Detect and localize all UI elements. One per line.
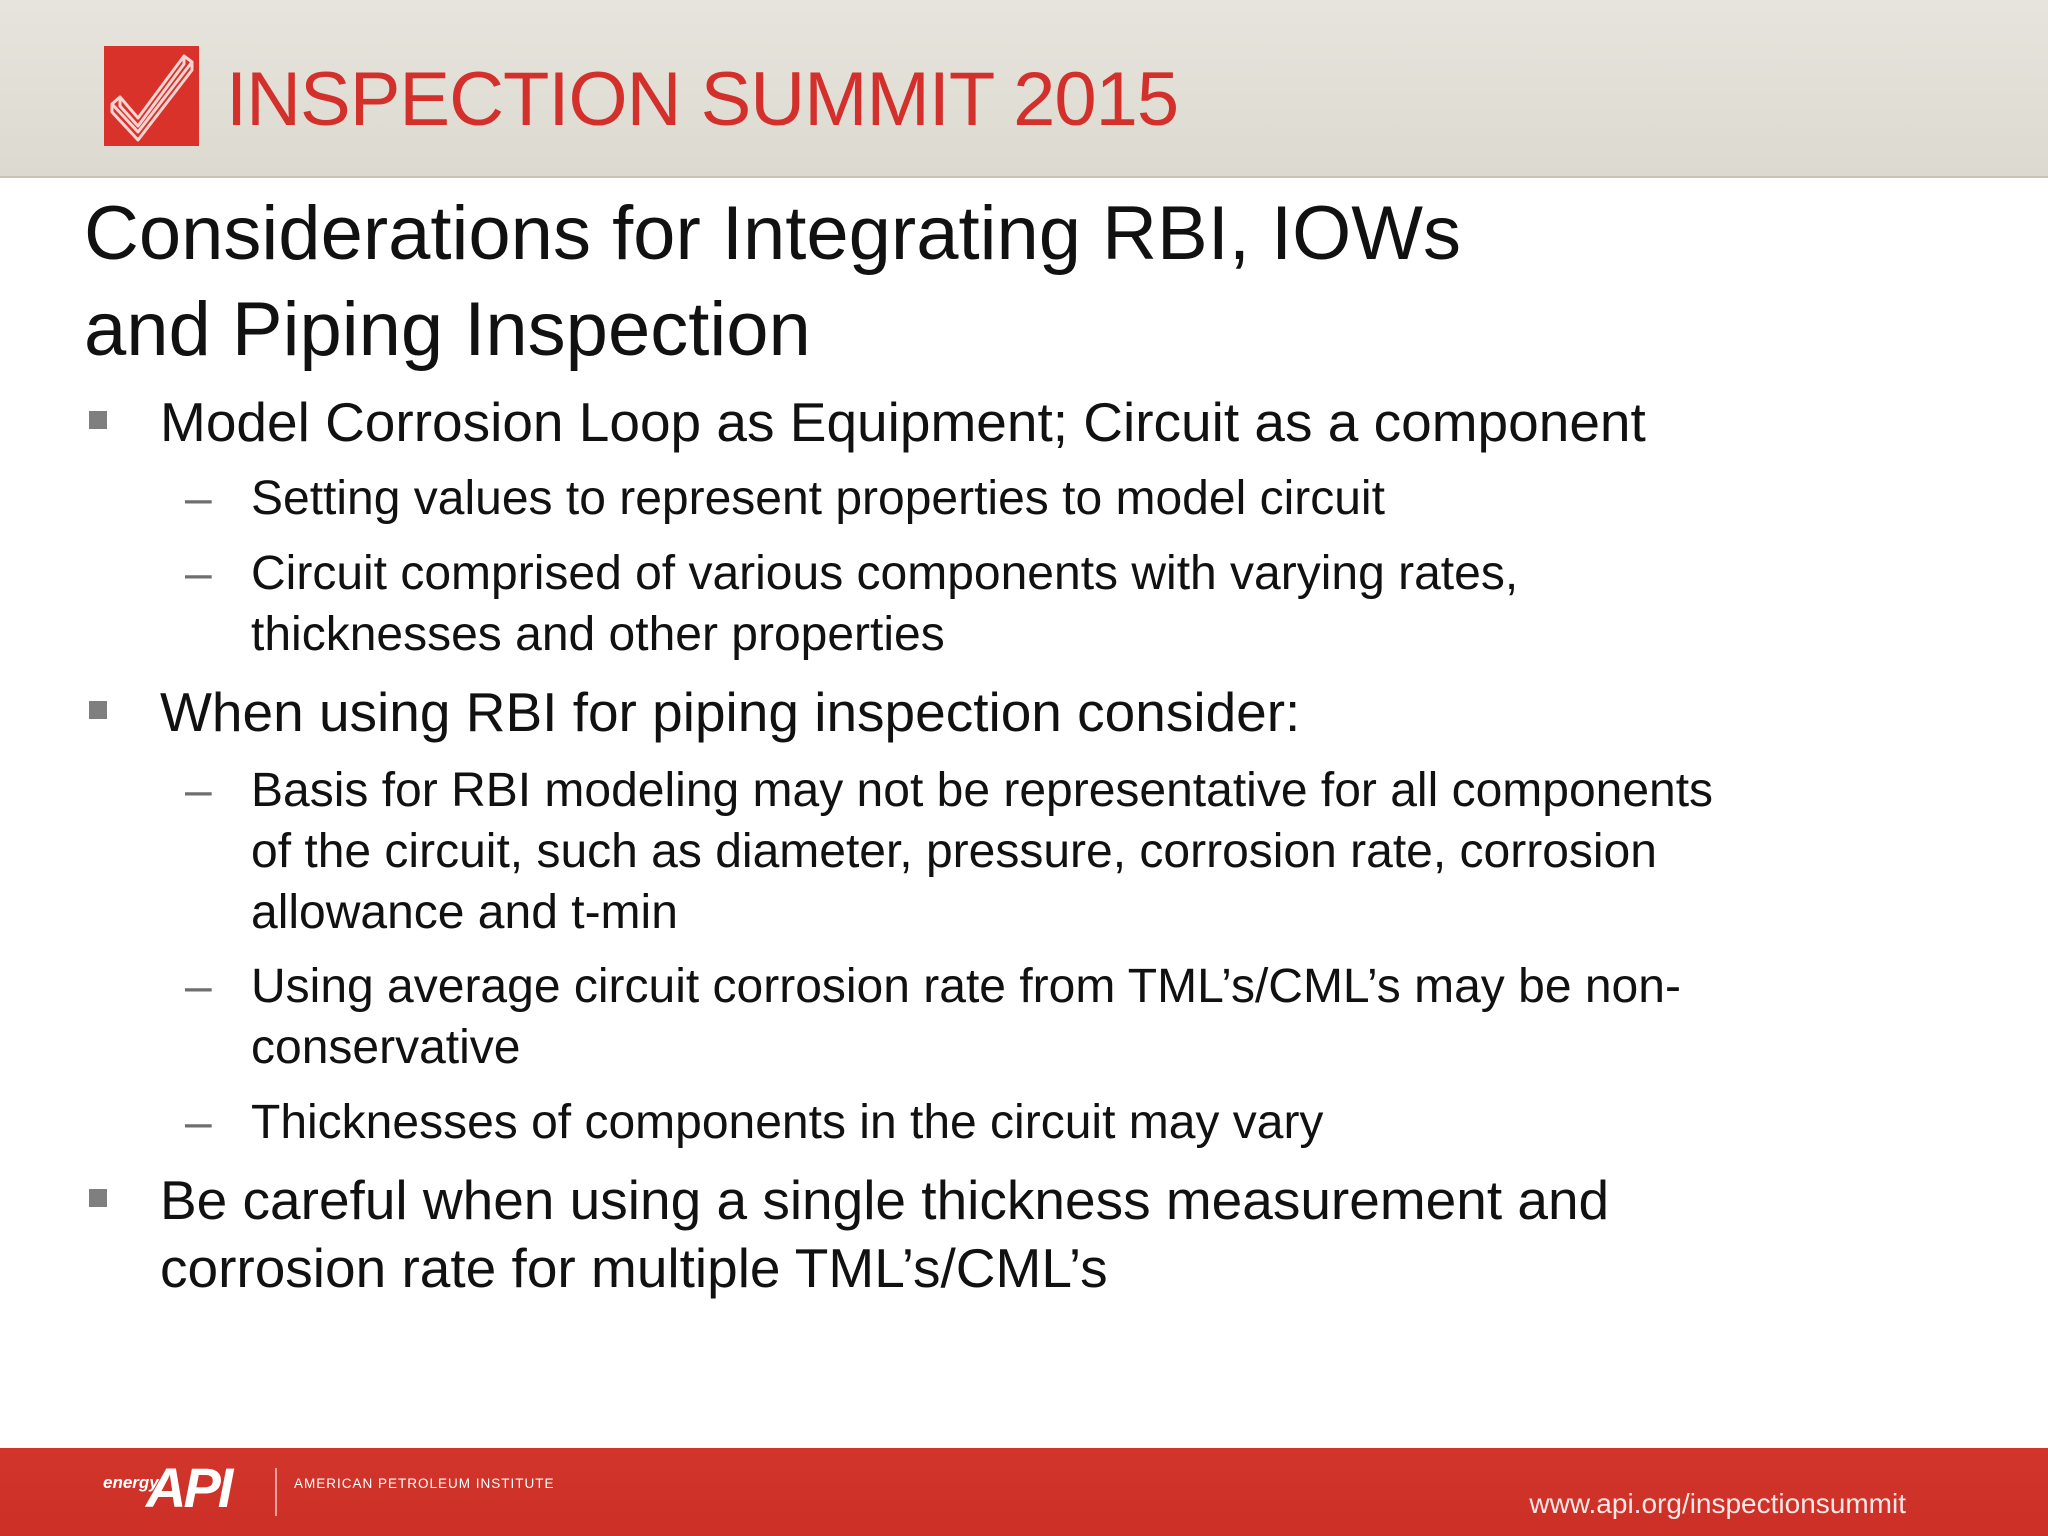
sub-bullet-text: Thicknesses of components in the circuit may vary — [251, 1096, 1324, 1149]
square-bullet-icon — [89, 1189, 107, 1207]
header-band — [0, 0, 2048, 178]
sub-bullet-text: conservative — [251, 1021, 521, 1074]
dash-icon: – — [185, 1096, 212, 1149]
square-bullet-icon — [89, 701, 107, 719]
slide-title-line: and Piping Inspection — [84, 287, 811, 372]
sub-bullet-item — [185, 1092, 1324, 1153]
square-bullet-icon — [89, 411, 107, 429]
sub-bullet-item — [185, 956, 1681, 1078]
api-logo: API — [146, 1456, 231, 1519]
dash-icon: – — [185, 764, 212, 817]
sub-bullet-item — [185, 468, 1385, 529]
bullet-item — [160, 1166, 1609, 1302]
footer-divider — [275, 1468, 277, 1516]
dash-icon: – — [185, 547, 212, 600]
slide-title — [84, 186, 1784, 378]
sub-bullet-text: Circuit comprised of various components with varying rates, — [251, 547, 1519, 600]
sub-bullet-text: allowance and t-min — [251, 886, 678, 939]
event-title: INSPECTION SUMMIT 2015 — [226, 57, 1179, 142]
dash-icon: – — [185, 472, 212, 525]
bullet-item — [160, 388, 1646, 456]
bullet-text: Be careful when using a single thickness measurement and — [160, 1169, 1610, 1231]
sub-bullet-text: Basis for RBI modeling may not be representative for all components — [251, 764, 1714, 817]
dash-icon: – — [185, 960, 212, 1013]
bullet-item — [160, 678, 1300, 746]
bullet-text: corrosion rate for multiple TML’s/CML’s — [160, 1237, 1108, 1299]
organization-name: AMERICAN PETROLEUM INSTITUTE — [294, 1476, 555, 1491]
sub-bullet-text: of the circuit, such as diameter, pressure, corrosion rate, corrosion — [251, 825, 1657, 878]
sub-bullet-item — [185, 543, 1519, 665]
sub-bullet-text: Setting values to represent properties to model circuit — [251, 472, 1385, 525]
bullet-text: Model Corrosion Loop as Equipment; Circuit as a component — [160, 391, 1646, 453]
footer-bar — [0, 1448, 2048, 1536]
sub-bullet-item — [185, 760, 1714, 943]
checkmark-icon — [104, 46, 199, 146]
bullet-text: When using RBI for piping inspection consider: — [160, 681, 1301, 743]
slide-title-line: Considerations for Integrating RBI, IOWs — [84, 191, 1462, 276]
sub-bullet-text: thicknesses and other properties — [251, 608, 945, 661]
footer-url: www.api.org/inspectionsummit — [1529, 1488, 1906, 1519]
sub-bullet-text: Using average circuit corrosion rate from TML’s/CML’s may be non- — [251, 960, 1681, 1013]
energy-text: energy — [103, 1473, 159, 1492]
